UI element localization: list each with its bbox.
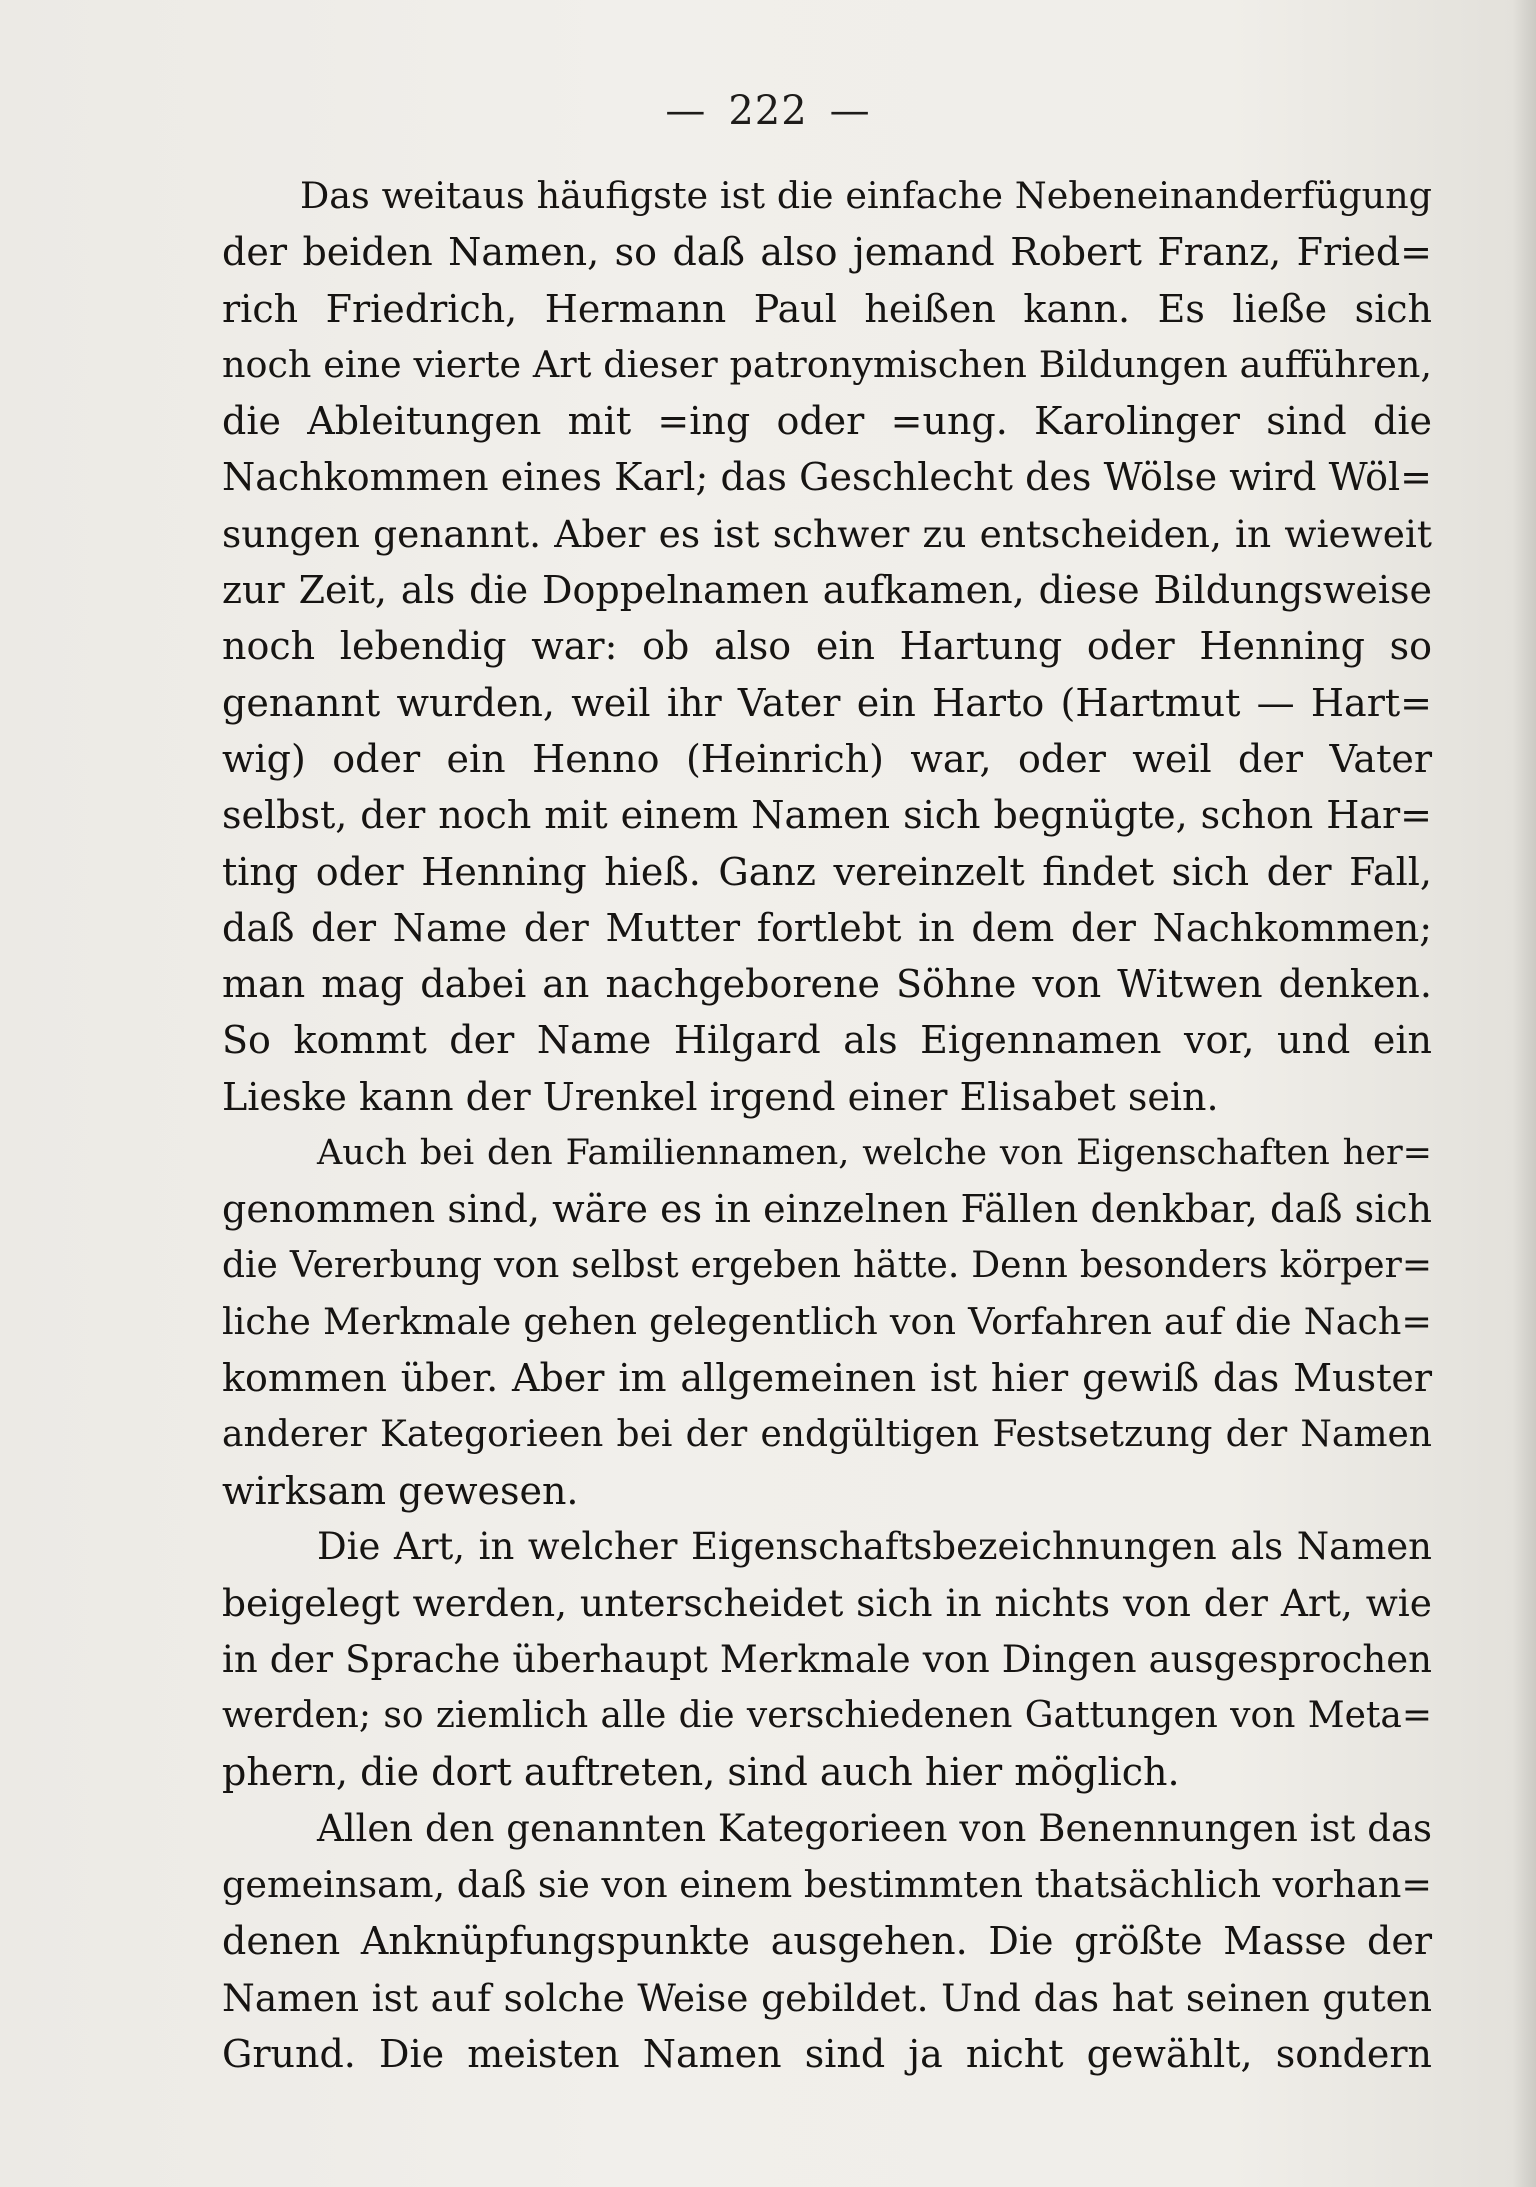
text-line: beigelegt werden, unterscheidet sich in nichts von der Art, wie (222, 1581, 1432, 1626)
text-line: gemeinsam, daß sie von einem bestimmten thatsächlich vorhan= (222, 1862, 1432, 1906)
header-dash-right: — (829, 88, 871, 134)
text-line: anderer Kategorieen bei der endgültigen Festsetzung der Namen (222, 1413, 1432, 1455)
text-line: phern, die dort auftreten, sind auch hier möglich. (222, 1750, 1180, 1795)
text-line: Nachkommen eines Karl; das Geschlecht des Wölse wird Wöl= (222, 455, 1432, 500)
text-line: werden; so ziemlich alle die verschiedenen Gattungen von Meta= (222, 1695, 1432, 1737)
text-line: So kommt der Name Hilgard als Eigennamen vor, und ein (222, 1018, 1432, 1063)
page-edge-shadow (1512, 0, 1536, 2187)
text-line: noch eine vierte Art dieser patronymischen Bildungen aufführen, (222, 342, 1432, 386)
text-line: Die Art, in welcher Eigenschaftsbezeichnungen als Namen (317, 1525, 1432, 1569)
text-line: noch lebendig war: ob also ein Hartung oder Henning so (222, 624, 1432, 669)
page-number: 222 (728, 88, 808, 134)
text-line: Lieske kann der Urenkel irgend einer Elisabet sein. (222, 1074, 1219, 1119)
text-line: genannt wurden, weil ihr Vater ein Harto (Hartmut — Hart= (222, 680, 1432, 725)
text-line: der beiden Namen, so daß also jemand Robert Franz, Fried= (222, 230, 1432, 275)
text-line: liche Merkmale gehen gelegentlich von Vorfahren auf die Nach= (222, 1299, 1432, 1343)
text-line: in der Sprache überhaupt Merkmale von Dingen ausgesprochen (222, 1637, 1432, 1681)
text-line: die Ableitungen mit =ing oder =ung. Karolinger sind die (222, 399, 1432, 444)
text-line: ting oder Henning hieß. Ganz vereinzelt findet sich der Fall, (222, 849, 1432, 894)
text-line: genommen sind, wäre es in einzelnen Fällen denkbar, daß sich (222, 1187, 1432, 1232)
text-line: sungen genannt. Aber es ist schwer zu entscheiden, in wieweit (222, 511, 1432, 556)
text-line: rich Friedrich, Hermann Paul heißen kann. Es ließe sich (222, 286, 1432, 331)
text-line: Auch bei den Familiennamen, welche von Eigenschaften her= (317, 1133, 1432, 1174)
text-line: Allen den genannten Kategorieen von Benennungen ist das (317, 1806, 1432, 1850)
body-text (222, 168, 1432, 2082)
text-line: zur Zeit, als die Doppelnamen aufkamen, diese Bildungsweise (222, 568, 1432, 613)
text-line: Das weitaus häufigste ist die einfache Nebeneinanderfügung (300, 174, 1432, 217)
text-line: die Vererbung von selbst ergeben hätte. Denn besonders körper= (222, 1244, 1432, 1286)
text-line: man mag dabei an nachgeborene Söhne von Witwen denken. (222, 962, 1432, 1007)
page-header (0, 88, 1536, 134)
text-line: Namen ist auf solche Weise gebildet. Und das hat seinen guten (222, 1975, 1432, 2020)
text-line: daß der Name der Mutter fortlebt in dem der Nachkommen; (222, 905, 1432, 950)
header-dash-left: — (665, 88, 707, 134)
text-line: kommen über. Aber im allgemeinen ist hier gewiß das Muster (222, 1356, 1432, 1401)
text-line: Grund. Die meisten Namen sind ja nicht gewählt, sondern (222, 2031, 1432, 2076)
text-line: denen Anknüpfungspunkte ausgehen. Die größte Masse der (222, 1919, 1432, 1964)
text-line: wig) oder ein Henno (Heinrich) war, oder weil der Vater (222, 736, 1432, 781)
text-line: selbst, der noch mit einem Namen sich begnügte, schon Har= (222, 793, 1432, 838)
text-line: wirksam gewesen. (222, 1468, 579, 1513)
